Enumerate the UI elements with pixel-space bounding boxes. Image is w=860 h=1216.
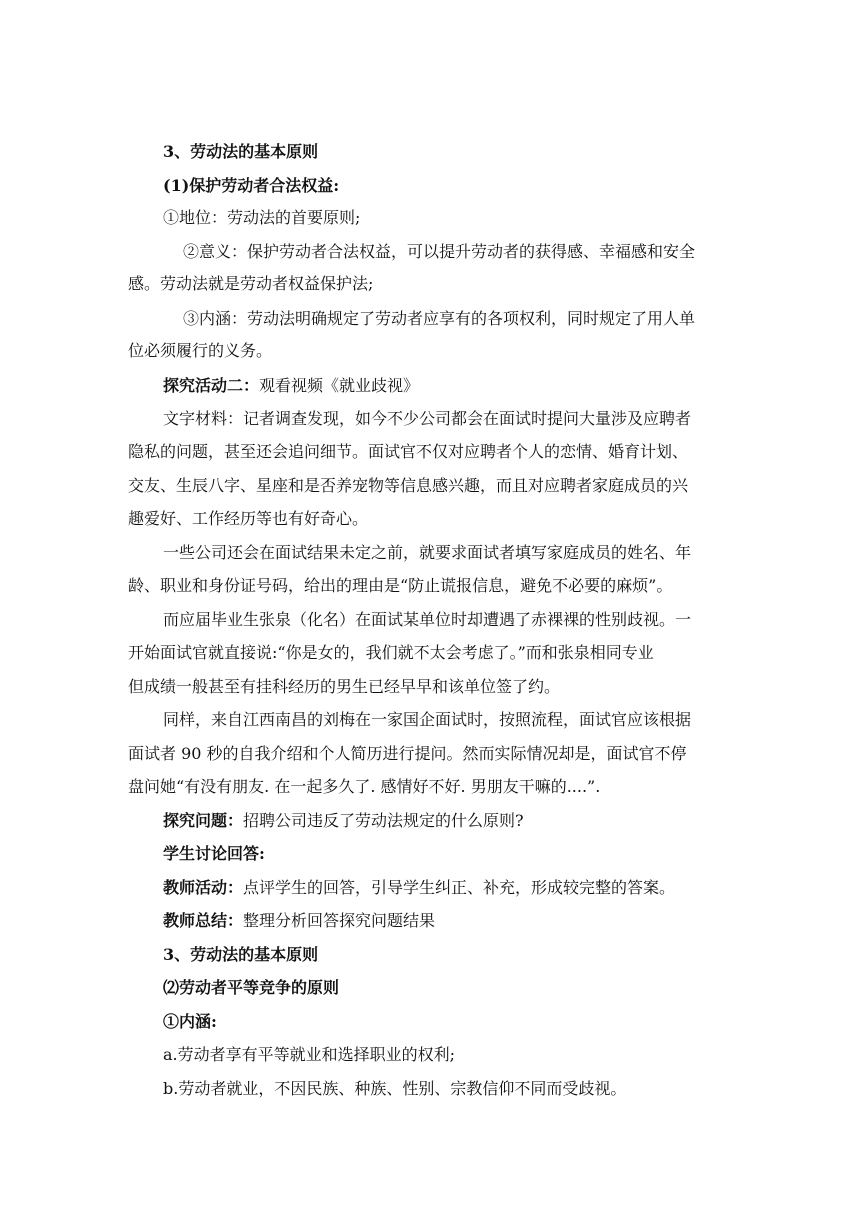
paragraph-line: 同样，来自江西南昌的刘梅在一家国企面试时，按照流程，面试官应该根据 [163, 710, 692, 729]
paragraph-line: 龄、职业和身份证号码，给出的理由是“防止谎报信息，避免不必要的麻烦”。 [128, 576, 673, 595]
paragraph-line: ①地位：劳动法的首要原则; [163, 208, 361, 227]
paragraph-line: 一些公司还会在面试结果未定之前，就要求面试者填写家庭成员的姓名、年 [163, 543, 692, 562]
activity-label: 探究活动二： [163, 376, 260, 395]
activity-text: 观看视频《就业歧视》 [259, 376, 420, 395]
teacher-summary-line [163, 910, 435, 932]
question-label: 探究问题： [163, 811, 244, 830]
paragraph-line: 感。劳动法就是劳动者权益保护法; [128, 274, 374, 293]
teacher-activity-line [163, 877, 675, 899]
list-item: a.劳动者享有平等就业和选择职业的权利; [163, 1045, 456, 1064]
teacher-activity-label: 教师活动： [163, 878, 244, 897]
question-line [163, 810, 524, 832]
paragraph-line: 而应届毕业生张泉（化名）在面试某单位时却遭遇了赤裸裸的性别歧视。一 [163, 610, 692, 629]
paragraph-line: 位必须履行的义务。 [128, 341, 273, 360]
teacher-summary-label: 教师总结： [163, 911, 244, 930]
paragraph-line: ③内涵：劳动法明确规定了劳动者应享有的各项权利，同时规定了用人单 [183, 309, 696, 328]
paragraph-line: 面试者 90 秒的自我介绍和个人简历进行提问。然而实际情况却是，面试官不停 [128, 744, 687, 763]
discussion-heading: 学生讨论回答: [163, 844, 265, 863]
section-heading: 3、劳动法的基本原则 [163, 945, 319, 964]
teacher-activity-text: 点评学生的回答，引导学生纠正、补充，形成较完整的答案。 [243, 878, 676, 897]
subsection-heading: ⑵劳动者平等竞争的原则 [163, 978, 340, 997]
subsection-heading: (1)保护劳动者合法权益: [163, 176, 340, 195]
paragraph-line: 盘问她“有没有朋友. 在一起多久了. 感情好不好. 男朋友干嘛的....”. [128, 777, 601, 796]
subsection-heading: ①内涵: [163, 1012, 217, 1031]
paragraph-line: 隐私的问题，甚至还会追问细节。面试官不仅对应聘者个人的恋情、婚育计划、 [128, 442, 689, 461]
activity-line [163, 375, 419, 397]
section-heading: 3、劳动法的基本原则 [163, 142, 319, 161]
question-text: 招聘公司违反了劳动法规定的什么原则? [243, 811, 524, 830]
paragraph-line: 文字材料：记者调查发现，如今不少公司都会在面试时提问大量涉及应聘者 [163, 409, 692, 428]
paragraph-line: 交友、生辰八字、星座和是否养宠物等信息感兴趣，而且对应聘者家庭成员的兴 [128, 476, 689, 495]
paragraph-line: 开始面试官就直接说:“你是女的，我们就不太会考虑了。”而和张泉相同专业 [128, 643, 654, 662]
teacher-summary-text: 整理分析回答探究问题结果 [243, 911, 436, 930]
paragraph-line: 趣爱好、工作经历等也有好奇心。 [128, 509, 369, 528]
list-item: b.劳动者就业，不因民族、种族、性别、宗教信仰不同而受歧视。 [163, 1079, 627, 1098]
paragraph-line: ②意义：保护劳动者合法权益，可以提升劳动者的获得感、幸福感和安全 [183, 242, 696, 261]
paragraph-line: 但成绩一般甚至有挂科经历的男生已经早早和该单位签了约。 [128, 677, 561, 696]
